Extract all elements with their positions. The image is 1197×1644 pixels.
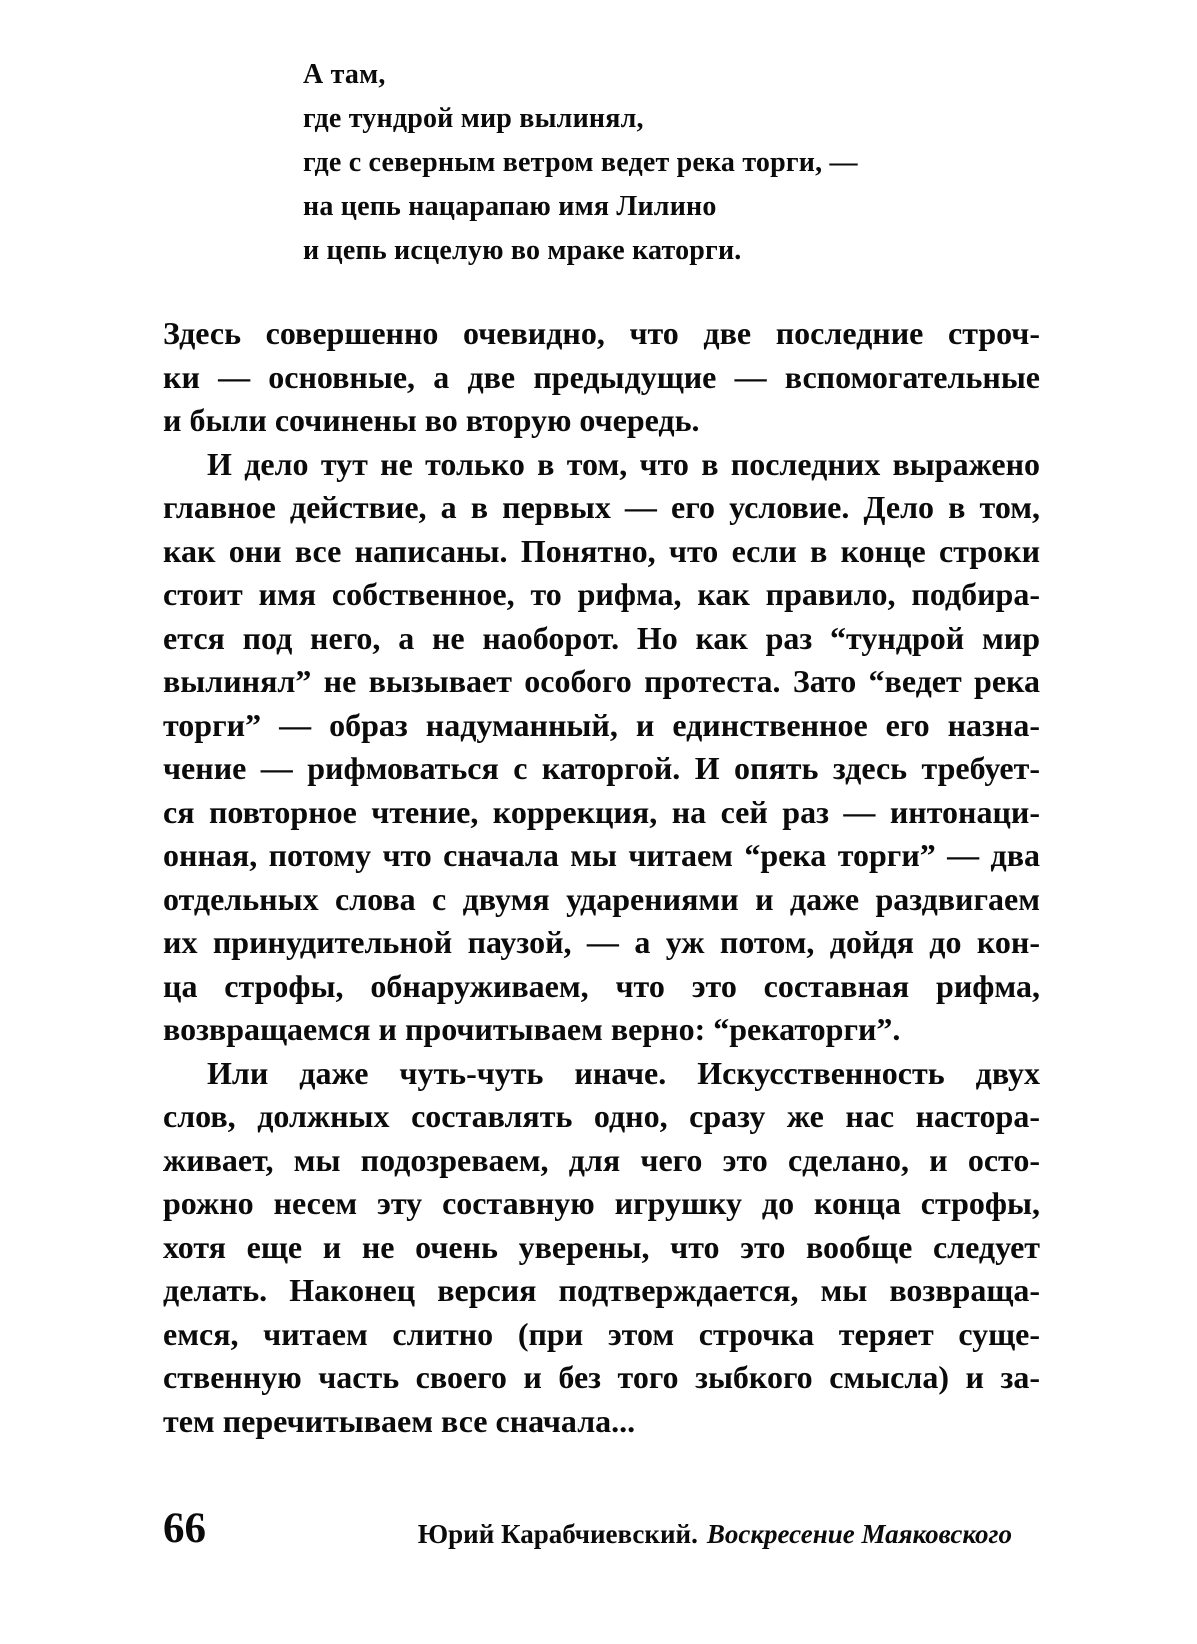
body-text-line: тем перечитываем все сначала... — [163, 1402, 636, 1439]
poem-line: А там, — [303, 59, 386, 90]
footer-book-title: Воскресение Маяковского — [706, 1519, 1012, 1549]
body-text-line: возвращаемся и прочитываем верно: “рекаторги”. — [163, 1011, 901, 1047]
body-text-line: рожно несем эту составную игрушку до конца строфы, — [163, 1185, 1040, 1221]
body-text-line: ки — основные, а две предыдущие — вспомогательные — [163, 358, 1040, 395]
body-text-line: как они все написаны. Понятно, что если в конце строки — [163, 532, 1040, 569]
body-text-line: ственную часть своего и без того зыбкого смысла) и за- — [163, 1359, 1040, 1395]
body-text-line: стоит имя собственное, то рифма, как правило, подбира- — [163, 576, 1040, 612]
running-footer — [418, 1517, 1012, 1551]
poem-line: где с северным ветром ведет река торги, — — [303, 147, 858, 178]
body-text-column — [163, 312, 1040, 1443]
body-text-line: ца строфы, обнаруживаем, что это составная рифма, — [163, 967, 1040, 1004]
body-text-line: слов, должных составлять одно, сразу же нас настора- — [163, 1098, 1040, 1134]
body-text-line: их принудительной паузой, — а уж потом, дойдя до кон- — [163, 924, 1040, 960]
body-text-line: главное действие, а в первых — его условие. Дело в том, — [163, 489, 1040, 525]
poem-line: где тундрой мир вылинял, — [303, 103, 644, 134]
poem-excerpt — [303, 53, 858, 273]
body-text-line: хотя еще и не очень уверены, что это вообще следует — [163, 1228, 1040, 1265]
body-text-line: и были сочинены во вторую очередь. — [163, 402, 700, 438]
body-text-line: отдельных слова с двумя ударениями и даже раздвигаем — [163, 880, 1040, 917]
body-text-line: И дело тут не только в том, что в последних выражено — [207, 445, 1040, 482]
body-text-line: Здесь совершенно очевидно, что две последние строч- — [163, 315, 1040, 351]
body-text-line: вылинял” не вызывает особого протеста. Зато “ведет река — [163, 663, 1040, 699]
poem-line: на цепь нацарапаю имя Лилино — [303, 191, 717, 222]
body-text-line: торги” — образ надуманный, и единственное его назна- — [163, 706, 1040, 743]
body-text-line: Или даже чуть-чуть иначе. Искусственность двух — [207, 1054, 1040, 1091]
body-text-line: чение — рифмоваться с каторгой. И опять здесь требует- — [163, 750, 1040, 786]
footer-author: Юрий Карабчиевский. — [417, 1519, 698, 1549]
poem-line: и цепь исцелую во мраке каторги. — [303, 235, 742, 266]
body-text-line: онная, потому что сначала мы читаем “река торги” — два — [163, 837, 1040, 873]
body-text-line: делать. Наконец версия подтверждается, мы возвраща- — [163, 1272, 1040, 1308]
body-text-line: ется под него, а не наоборот. Но как раз “тундрой мир — [163, 619, 1040, 656]
page-number: 66 — [163, 1505, 206, 1552]
body-text-line: емся, читаем слитно (при этом строчка теряет суще- — [163, 1315, 1040, 1352]
body-text-line: ся повторное чтение, коррекция, на сей раз — интонаци- — [163, 793, 1040, 830]
body-text-line: живает, мы подозреваем, для чего это сделано, и осто- — [163, 1141, 1040, 1178]
